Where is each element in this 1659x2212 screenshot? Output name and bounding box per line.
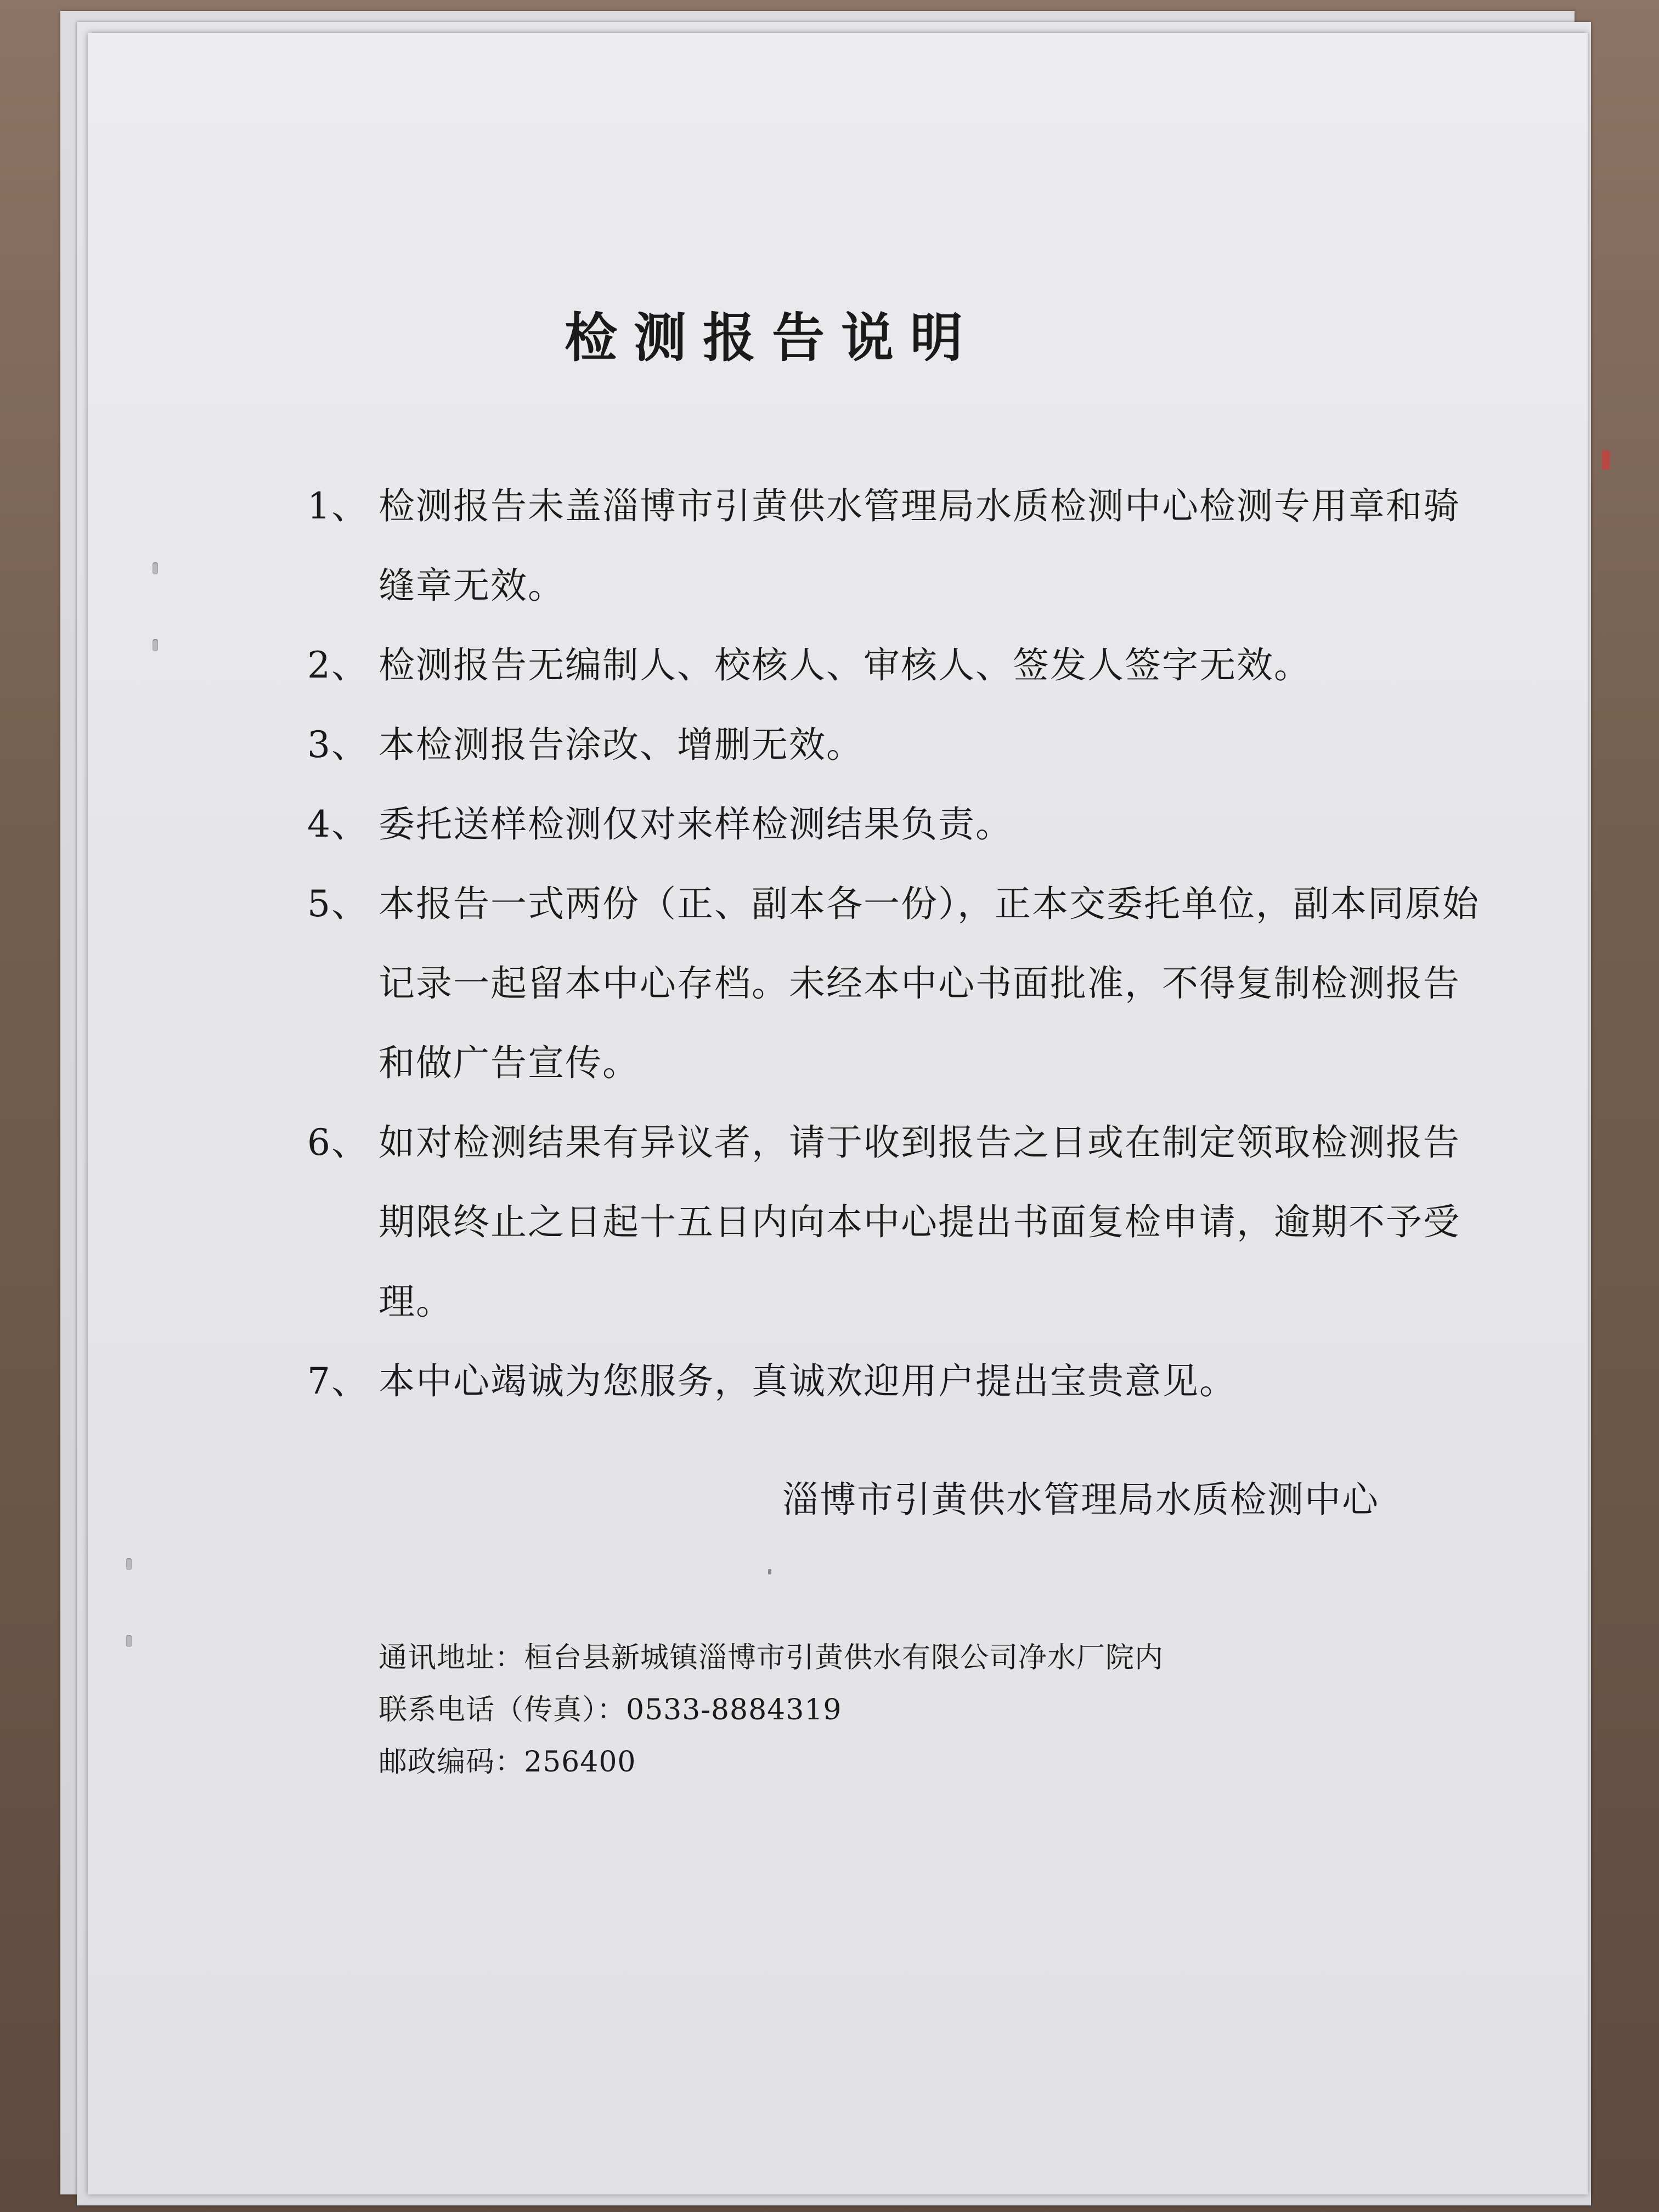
item-number: 2、 [307, 644, 369, 686]
item-text: 检测报告无编制人、校核人、审核人、签发人签字无效。 [379, 644, 1311, 686]
notice-item-1 [307, 466, 1492, 625]
document-title: 检测报告说明 [565, 307, 979, 369]
notice-item-2 [307, 625, 1492, 705]
issuer-signature: 淄博市引黄供水管理局水质检测中心 [782, 1479, 1379, 1521]
punch-hole [126, 1558, 132, 1570]
notice-item-7 [307, 1341, 1492, 1421]
item-number: 4、 [307, 803, 369, 845]
ink-dot [768, 1569, 771, 1575]
item-number: 7、 [307, 1360, 369, 1402]
item-text: 如对检测结果有异议者，请于收到报告之日或在制定领取检测报告期限终止之日起十五日内向本中心提出书面复检申请，逾期不予受理。 [379, 1121, 1460, 1323]
contact-postcode: 邮政编码：256400 [379, 1746, 636, 1779]
punch-hole [126, 1635, 132, 1647]
item-text: 本检测报告涂改、增删无效。 [379, 724, 864, 766]
item-text: 本报告一式两份（正、副本各一份），正本交委托单位，副本同原始记录一起留本中心存档。未经本中心书面批准，不得复制检测报告和做广告宣传。 [379, 883, 1480, 1084]
item-number: 3、 [307, 724, 369, 766]
contact-address: 通讯地址：桓台县新城镇淄博市引黄供水有限公司净水厂院内 [379, 1641, 1164, 1674]
red-ink-mark [1602, 450, 1610, 470]
notice-list [307, 466, 1492, 1421]
item-number: 1、 [307, 485, 369, 527]
contact-phone: 联系电话（传真）：0533-8884319 [379, 1694, 842, 1726]
notice-item-5 [307, 864, 1492, 1103]
punch-hole [153, 639, 158, 651]
item-number: 5、 [307, 883, 369, 925]
notice-item-4 [307, 785, 1492, 864]
notice-item-3 [307, 705, 1492, 785]
item-text: 检测报告未盖淄博市引黄供水管理局水质检测中心检测专用章和骑缝章无效。 [379, 485, 1460, 607]
item-text: 本中心竭诚为您服务，真诚欢迎用户提出宝贵意见。 [379, 1360, 1237, 1402]
contact-info [379, 1632, 1164, 1788]
document-page [88, 33, 1588, 2194]
item-number: 6、 [307, 1121, 369, 1164]
item-text: 委托送样检测仅对来样检测结果负责。 [379, 803, 1013, 845]
punch-hole [153, 562, 158, 574]
notice-item-6 [307, 1103, 1492, 1341]
